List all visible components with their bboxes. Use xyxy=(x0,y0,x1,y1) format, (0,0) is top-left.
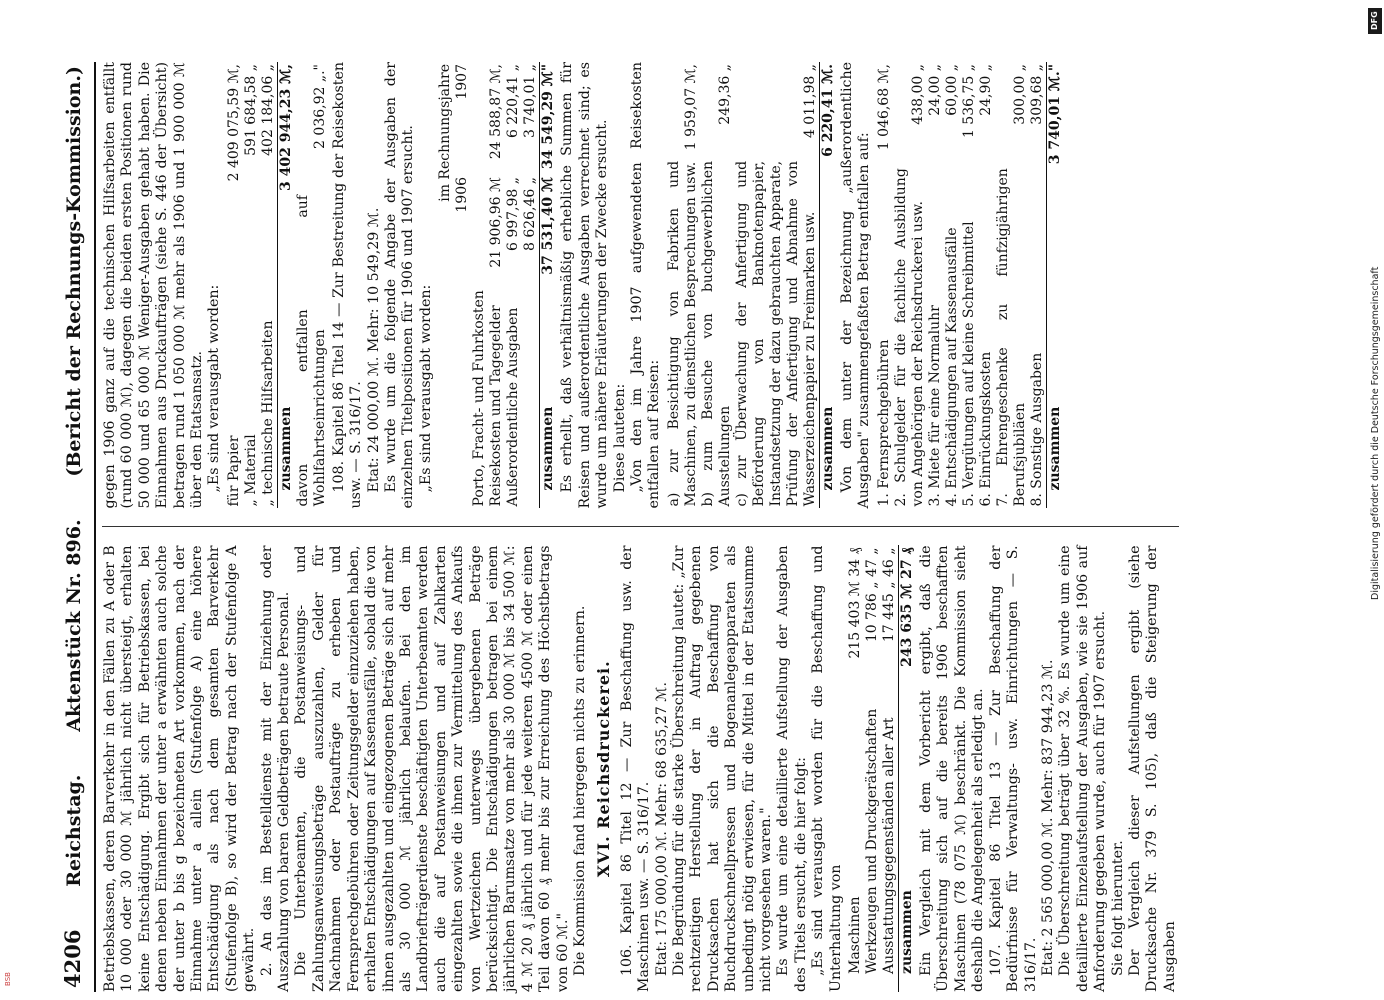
paragraph: 106. Kapitel 86 Titel 12 — Zur Beschaffung usw. der Maschinen usw. — S. 316/17. xyxy=(618,545,653,992)
table-cell-label xyxy=(522,280,540,508)
columns xyxy=(96,62,1179,992)
paragraph: Etat: 2 565 000,00 ℳ. Mehr: 837 944,23 ℳ. xyxy=(1039,659,1056,976)
table-row xyxy=(522,62,540,509)
paragraph: 107. Kapitel 86 Titel 13 — Zur Beschaffung der Bedürfnisse für Verwaltungs- usw. Einrichtungen — S. 316/17. xyxy=(987,545,1039,992)
digitization-credit: Digitalisierung gefördert durch die Deutsche Forschungsgemeinschaft xyxy=(1370,266,1381,600)
table-cell-label: für Papier xyxy=(225,435,242,507)
paragraph: Sie folgt hierunter. xyxy=(1109,840,1126,976)
table-cell-1906: 8 626,46 „ xyxy=(522,176,539,252)
paragraph: Von dem unter der Bezeichnung „außerordentliche Ausgaben" zusammengefaßten Betrag entfallen auf: xyxy=(838,62,873,509)
paragraph: Der Vergleich dieser Aufstellungen ergibt (siehe Drucksache Nr. 379 S. 105), daß die Steigerung der Ausgaben xyxy=(1126,545,1178,992)
table-sum-label: zusammen xyxy=(277,193,295,508)
table-cell-value: 24,00 „ xyxy=(926,64,943,116)
right-column xyxy=(102,62,1179,509)
table-cell-label: 4. Entschädigungen auf Kassenausfälle xyxy=(943,227,960,507)
table-row xyxy=(961,62,978,509)
table-cell-label: 6. Einrückungskosten xyxy=(977,351,994,507)
table-row xyxy=(505,62,522,509)
table-row xyxy=(295,62,329,509)
table-sum-label: zusammen xyxy=(819,159,837,509)
travel-detail-table xyxy=(666,62,837,509)
table-cell-1907: 6 220,41 „ xyxy=(505,64,522,139)
table-cell-value: 402 184,06 „ xyxy=(259,64,276,156)
table-cell-value: 438,00 „ xyxy=(909,64,926,125)
table-sum-row xyxy=(277,62,295,509)
table-cell-value: 60,00 „ xyxy=(943,64,960,116)
paragraph: Etat: 175 000,00 ℳ. Mehr: 68 635,27 ℳ. xyxy=(653,682,670,976)
table-cell-value: 309,68 „ xyxy=(1028,64,1045,125)
table-cell-1907: 24 588,87 ℳ, xyxy=(488,64,505,160)
expense-table xyxy=(226,62,329,509)
table-cell-1907 xyxy=(471,62,488,175)
table-cell-value: 10 786 „ 47 „ xyxy=(864,547,881,643)
table-row xyxy=(864,546,881,993)
travel-table xyxy=(437,62,557,509)
table-sum-1906: 37 531,40 ℳ xyxy=(540,175,558,280)
table-cell-1906: 21 906,96 ℳ xyxy=(488,176,505,268)
table-row xyxy=(876,62,893,509)
library-stamp: BSB xyxy=(4,972,12,986)
extra-expense-table xyxy=(876,62,1064,509)
paragraph: „Von den im Jahre 1907 aufgewendeten Reisekosten entfallen auf Reisen: xyxy=(628,62,663,509)
column-divider xyxy=(102,527,1179,528)
table-cell-label: 3. Miete für eine Normaluhr xyxy=(926,305,943,507)
table-cell-label: davon entfallen auf Wohlfahrtseinrichtungen xyxy=(294,195,328,507)
page-header xyxy=(60,62,96,992)
table-head-1907: 1907 xyxy=(454,64,471,100)
left-column xyxy=(102,546,1179,993)
table-cell-label: 7. Ehrengeschenke zu fünfzigjährigen Berufsjubiläen xyxy=(994,168,1028,507)
table-row xyxy=(243,62,260,509)
paragraph: Betriebskassen, deren Barverkehr in den Fällen zu A oder B 10 000 oder 30 000 ℳ jährlich nicht übersteigt, erhalten keine Entschädigung. Ergibt sich für Betriebskassen, bei denen neben Einnahmen der unter a erwähnten auch solche der unter b bis g bezeichneten Art vorkommen, nach der Einnahme unter a allein (Stufenfolge A) eine höhere Entschädigung als nach dem gesamten Barverkehr (Stufenfolge B), so wird der Betrag nach der Stufenfolge A gewährt. xyxy=(102,545,258,992)
table-cell-value: 17 445 „ 46 „ xyxy=(881,547,898,643)
page xyxy=(60,62,1340,992)
paragraph: Die Kommission fand hiergegen nichts zu erinnern. xyxy=(571,605,588,976)
table-row xyxy=(666,62,700,509)
paragraph: „Es sind verausgabt worden: xyxy=(206,284,223,493)
table-sum-row xyxy=(899,546,917,993)
paragraph: gegen 1906 ganz auf die technischen Hilfsarbeiten entfällt (rund 60 000 ℳ), dagegen die beiden ersten Positionen rund 50 000 und 65 000 ℳ Weniger-Ausgaben gehabt haben. Die Einnahmen aus Druckaufträgen (siehe S. 446 der Übersicht) betragen rund 1 050 000 ℳ mehr als 1906 und 1 900 000 ℳ über den Etatsansatz. xyxy=(102,62,206,509)
paragraph: Die Überschreitung beträgt über 32 %. Es wurde um eine detaillierte Einzelaufstellung der Ausgaben, wie sie 1906 auf Anforderung gegeben wurde, auch für 1907 ersucht. xyxy=(1057,545,1109,992)
table-cell-value: 1 046,68 ℳ, xyxy=(875,64,892,151)
table-sum-row xyxy=(540,62,558,509)
paragraph: Es wurde um die folgende Angabe der Ausgaben der einzelnen Titelpositionen für 1906 und 1907 ersucht. xyxy=(383,62,417,509)
table-row xyxy=(881,546,899,993)
table-cell-value: 591 684,58 „ xyxy=(242,64,259,156)
header-left-title: Reichstag. xyxy=(63,774,85,887)
table-head-1906: 1906 xyxy=(454,176,471,213)
table-sum-value: 3 740,01 ℳ." xyxy=(1046,64,1063,165)
paragraph: Es erhellt, daß verhältnismäßig erhebliche Summen für Reisen und außerordentliche Ausgaben verrechnet sind; es wurde um nähere Erläuterungen der Zwecke ersucht. xyxy=(559,62,611,509)
dfg-logo: DFG xyxy=(1368,8,1382,34)
paragraph: „Es sind verausgabt worden für die Beschaffung und Unterhaltung von xyxy=(810,545,844,992)
expense-table xyxy=(847,546,916,993)
table-cell-label: Außerordentliche Ausgaben xyxy=(505,307,522,507)
table-row xyxy=(734,62,820,509)
table-cell-1906 xyxy=(471,175,488,280)
table-sum-label: zusammen xyxy=(899,680,917,992)
table-row xyxy=(226,62,243,509)
paragraph: Diese lauteten: xyxy=(611,383,628,493)
table-cell-value: 2 409 075,59 ℳ, xyxy=(225,64,242,182)
table-row xyxy=(1029,62,1047,509)
table-row xyxy=(260,62,278,509)
table-cell-label: Reisekosten und Tagegelder xyxy=(488,305,505,507)
table-cell-value: 215 403 ℳ 34 ₰ xyxy=(847,547,864,659)
table-head-row xyxy=(437,62,454,509)
table-cell-label: c) zur Überwachung der Anfertigung und Beförderung von Banknotenpapier, Instandsetzung der dazu gebrauchten Apparate, Prüfung der Anfertigung und Abnahme von Wasserzeichenpapier zu Freimarken usw. xyxy=(733,160,818,507)
table-cell-1906: 6 997,98 „ xyxy=(505,176,522,252)
table-sum-label: zusammen xyxy=(540,280,558,508)
table-row xyxy=(893,62,927,509)
table-cell-label: 2. Schulgelder für die fachliche Ausbildung von Angehörigen der Reichsdruckerei usw. xyxy=(892,168,926,507)
table-sum-1907: 34 549,29 ℳ" xyxy=(540,62,558,175)
table-row xyxy=(488,62,505,509)
table-sum-value: 6 220,41 ℳ. xyxy=(819,64,836,157)
paragraph: Die Begründung für die starke Überschreitung lautet: „Zur rechtzeitigen Herstellung der in Auftrag gegebenen Drucksachen hat sich die Beschaffung von Buchdruckschnellpressen und Bogenanlegeapparaten als unbedingt nötig erwiesen, für die Mittel in der Etatssumme nicht vorgesehen waren." xyxy=(671,545,775,992)
paragraph: Es wurde um eine detaillierte Aufstellung der Ausgaben des Titels ersucht, die hier folgt: xyxy=(775,545,809,992)
table-cell-value: 300,00 „ xyxy=(1011,64,1028,125)
paragraph: 108. Kapitel 86 Titel 14 — Zur Bestreitung der Reisekosten usw. — S. 316/17. xyxy=(330,62,365,509)
table-cell-label: 5. Vergütungen auf kleine Schreibmittel xyxy=(960,221,977,507)
table-sum-value: 3 402 944,23 ℳ, xyxy=(277,64,294,192)
table-cell-1907: 3 740,01 „ xyxy=(522,64,539,139)
paragraph: Ein Vergleich mit dem Vorbericht ergibt, daß die Überschreitung sich auf die bereits 1906 beschafften Maschinen (78 075 ℳ) beschränkt. Die Kommission sieht deshalb die Angelegenheit als erledigt an. xyxy=(918,545,987,992)
table-row xyxy=(944,62,961,509)
table-cell-value: 24,90 „ xyxy=(977,64,994,116)
table-row xyxy=(978,62,995,509)
table-cell-label: „ Material xyxy=(242,434,259,507)
table-sum-row xyxy=(819,62,837,509)
table-head-row xyxy=(454,62,471,509)
header-center-title: Aktenstück Nr. 896. xyxy=(63,519,85,732)
table-cell-value: 249,36 „ xyxy=(716,64,733,125)
table-sum-label: zusammen xyxy=(1046,166,1064,508)
paragraph: Die Unterbeamten, die Postanweisungs- und Zahlungsanweisungsbeträge auszuzahlen, Gelder für Nachnahmen oder Postaufträge zu erheben und Fernsprechgebühren oder Zeitungsgelder einzuziehen haben, erhalten Entschädigungen auf Kassenausfälle, sobald die von ihnen ausgezahlten und eingezogenen Beträge sich auf mehr als 30 000 ℳ jährlich belaufen. Bei den im Landbriefträgerdienste beschäftigten Unterbeamten werden auch die auf Postanweisungen und auf Zahlkarten eingezahlten sowie die ihnen zur Vermittelung des Ankaufs von Wertzeichen unterwegs übergebenen Beträge berücksichtigt. Die Entschädigungen betragen bei einem jährlichen Barumsatze von mehr als 30 000 ℳ bis 34 500 ℳ: 4 ℳ 20 ₰ jährlich und für jede weiteren 4500 ℳ oder einen Teil davon 60 ₰ mehr bis zur Erreichung des Höchstbetrags von 60 ℳ." xyxy=(293,545,571,992)
table-cell-label: Porto, Fracht- und Fuhrkosten xyxy=(471,290,488,507)
table-cell-label: Werkzeugen und Druckgerätschaften xyxy=(864,708,881,974)
paragraph: „Es sind verausgabt worden: xyxy=(417,284,434,493)
table-cell-value: 1 536,75 „ xyxy=(960,64,977,139)
table-sum-row xyxy=(1046,62,1064,509)
page-number: 4206 xyxy=(60,929,85,988)
table-row xyxy=(471,62,488,509)
table-cell-value: 1 959,07 ℳ, xyxy=(682,64,699,151)
paragraph: 2. An das im Bestelldienste mit der Einziehung oder Auszahlung von baren Geldbeträgen betraute Personal. xyxy=(258,545,293,992)
table-sum-value: 243 635 ℳ 27 ₰ xyxy=(899,546,917,681)
table-cell-label: Ausstattungsgegenständen aller Art xyxy=(881,717,898,974)
table-row xyxy=(995,62,1029,509)
section-heading: XVI. Reichsdruckerei. xyxy=(594,660,614,878)
table-row xyxy=(927,62,944,509)
table-row xyxy=(700,62,734,509)
table-cell-label: 8. Sonstige Ausgaben xyxy=(1028,352,1045,507)
header-right-title: (Bericht der Rechnungs-Kommission.) xyxy=(63,66,85,477)
table-cell-value: 2 036,92 „." xyxy=(311,64,328,149)
table-cell-label: „ technische Hilfsarbeiten xyxy=(259,320,276,507)
table-row xyxy=(847,546,864,993)
table-cell-label: a) zur Besichtigung von Fabriken und Maschinen, zu dienstlichen Besprechungen usw. xyxy=(665,160,699,507)
paragraph: Etat: 24 000,00 ℳ. Mehr: 10 549,29 ℳ. xyxy=(365,207,382,493)
table-cell-label: Maschinen xyxy=(847,896,864,974)
table-cell-label: b) zum Besuche von buchgewerblichen Ausstellungen xyxy=(699,160,733,507)
table-cell-label: 1. Fernsprechgebühren xyxy=(875,339,892,507)
table-head: im Rechnungsjahre xyxy=(437,64,454,202)
table-cell-value: 4 011,98 „ xyxy=(801,64,818,139)
